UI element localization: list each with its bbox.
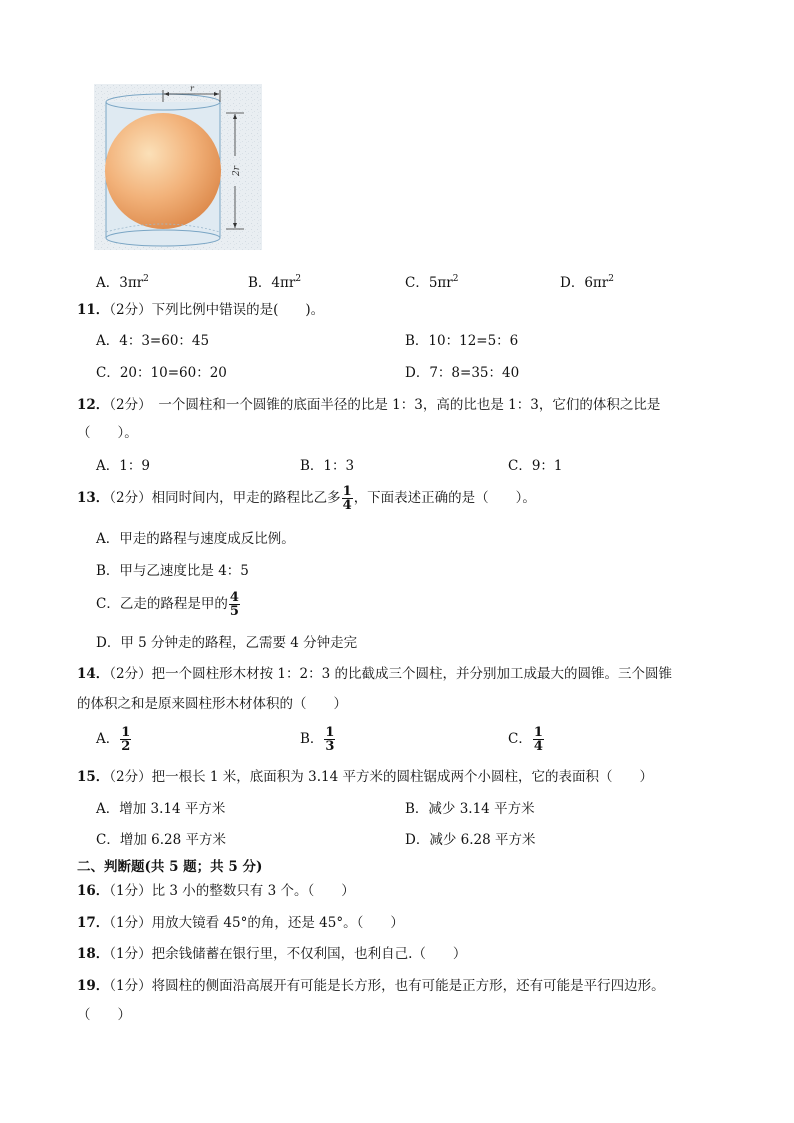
- q13-option-a[interactable]: A．甲走的路程与速度成反比例。: [96, 531, 295, 547]
- q11-stem: 11．（2分）下列比例中错误的是( )。: [77, 302, 325, 318]
- q17-stem: 17．（1分）用放大镜看 45°的角，还是 45°。（ ）: [77, 915, 404, 931]
- sphere-in-cylinder-figure: [94, 84, 262, 250]
- q11-option-b[interactable]: B．10：12=5：6: [405, 333, 519, 349]
- section-heading-judgement: 二、判断题(共 5 题；共 5 分): [77, 859, 263, 875]
- q10-option-d[interactable]: D．$6\pi r^2$: [560, 274, 614, 291]
- q11-option-a[interactable]: A．4：3=60：45: [96, 333, 210, 349]
- q10-option-c[interactable]: C．$5\pi r^2$: [405, 274, 459, 291]
- q14-stem: 14．（2分）把一个圆柱形木材按 1：2：3 的比截成三个圆柱，并分别加工成最大的圆锥。三个圆锥: [77, 666, 672, 682]
- q12-option-c[interactable]: C．9：1: [508, 458, 563, 474]
- q19-stem: 19．（1分）将圆柱的侧面沿高展开有可能是长方形，也有可能是正方形，还有可能是平行四边形。: [77, 978, 665, 994]
- q11-option-c[interactable]: C．20：10=60：20: [96, 365, 227, 381]
- q19-stem-cont: （ ）: [77, 1007, 131, 1023]
- q12-option-a[interactable]: A．1：9: [96, 458, 150, 474]
- q12-stem-cont: （ ）。: [77, 425, 138, 441]
- q15-option-c[interactable]: C．增加 6.28 平方米: [96, 832, 226, 848]
- q13-fraction: $\frac{1}{4}$: [342, 484, 352, 513]
- q14-option-c[interactable]: C． $\frac{1}{4}$: [508, 725, 543, 754]
- q14-option-b[interactable]: B． $\frac{1}{3}$: [300, 725, 335, 754]
- sphere: [105, 113, 221, 229]
- q14-stem-cont: 的体积之和是原来圆柱形木材体积的（ ）: [77, 696, 347, 712]
- q12-option-b[interactable]: B．1：3: [300, 458, 355, 474]
- q13-option-c[interactable]: C．乙走的路程是甲的 $\frac{4}{5}$: [96, 590, 239, 619]
- q15-stem: 15．（2分）把一根长 1 米，底面积为 3.14 平方米的圆柱锯成两个小圆柱，它的表面积（ ）: [77, 769, 653, 785]
- q12-stem: 12．（2分） 一个圆柱和一个圆锥的底面半径的比是 1：3，高的比也是 1：3，它们的体积之比是: [77, 397, 661, 413]
- q13-option-c-fraction: $\frac{4}{5}$: [229, 590, 239, 619]
- q14-option-a[interactable]: A． $\frac{1}{2}$: [96, 725, 131, 754]
- q15-option-a[interactable]: A．增加 3.14 平方米: [96, 801, 226, 817]
- q16-stem: 16．（1分）比 3 小的整数只有 3 个。（ ）: [77, 883, 355, 899]
- q11-option-d[interactable]: D．7：8=35：40: [405, 365, 520, 381]
- q18-stem: 18．（1分）把余钱储蓄在银行里，不仅利国，也利自己.（ ）: [77, 946, 467, 962]
- q10-option-a[interactable]: A．$3\pi r^2$: [96, 274, 149, 291]
- height-label: 2r: [232, 165, 242, 176]
- q15-option-b[interactable]: B．减少 3.14 平方米: [405, 801, 535, 817]
- q13-option-b[interactable]: B．甲与乙速度比是 4：5: [96, 563, 249, 579]
- q13-option-d[interactable]: D．甲 5 分钟走的路程，乙需要 4 分钟走完: [96, 635, 358, 651]
- q10-option-b[interactable]: B．$4\pi r^2$: [248, 274, 302, 291]
- radius-label: r: [190, 84, 194, 93]
- q15-option-d[interactable]: D．减少 6.28 平方米: [405, 832, 536, 848]
- q13-stem: 13．（2分）相同时间内，甲走的路程比乙多 $\frac{1}{4}$ ，下面表述正确的是（ ）。: [77, 484, 536, 513]
